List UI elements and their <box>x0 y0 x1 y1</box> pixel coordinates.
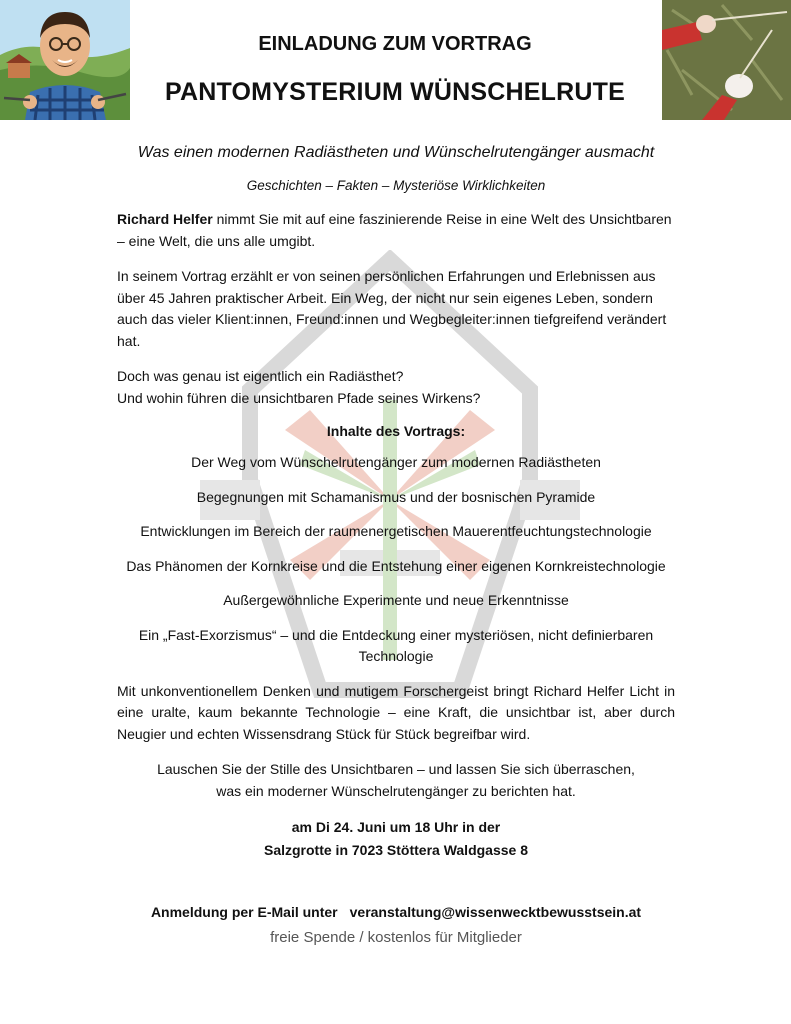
experience-paragraph: In seinem Vortrag erzählt er von seinen persönlichen Erfahrungen und Erlebnissen aus über 45 Jahren praktischer Arbeit. Ein Weg, der nicht nur sein eigenes Leben, sondern auch das vieler Klient:innen, Freund:innen und Wegbegleiter:innen tiefgreifend verändert hat. <box>117 268 667 349</box>
invitation-heading: EINLADUNG ZUM VORTRAG <box>258 33 532 55</box>
question-line: Doch was genau ist eigentlich ein Radiästhet? <box>117 368 404 384</box>
speaker-portrait-illustration <box>0 0 130 120</box>
topic-item: Ein „Fast-Exorzismus“ – und die Entdeckung einer mysteriösen, nicht definierbaren Technologie <box>138 626 654 664</box>
topic-item: Entwicklungen im Bereich der raumenergetischen Mauerentfeuchtungstechnologie <box>140 523 652 539</box>
signup-email[interactable]: veranstaltung@wissenwecktbewusstsein.at <box>349 904 642 920</box>
topic-item: Begegnungen mit Schamanismus und der bosnischen Pyramide <box>196 488 596 505</box>
contents-heading: Inhalte des Vortrags: <box>326 423 466 439</box>
flyer-content <box>117 144 675 862</box>
signup-line <box>117 904 675 920</box>
thinking-paragraph: Mit unkonventionellem Denken und mutigem Forschergeist bringt Richard Helfer Licht in eine uralte, kaum bekannte Technologie – eine Kraft, die unsichtbar ist, aber durch Neugier und echten Wissensdrang Stück für Stück begreifbar wird. <box>117 682 675 742</box>
subtitle: Was einen modernen Radiästheten und Wünschelrutengänger ausmacht <box>137 144 655 161</box>
tagline: Geschichten – Fakten – Mysteriöse Wirklichkeiten <box>246 178 546 193</box>
topic-item: Außergewöhnliche Experimente und neue Erkenntnisse <box>223 592 569 608</box>
lecture-title: PANTOMYSTERIUM WÜNSCHELRUTE <box>164 78 626 106</box>
event-details <box>117 816 675 862</box>
donation-note: freie Spende / kostenlos für Mitglieder <box>270 929 522 946</box>
closing-paragraph <box>117 759 675 802</box>
dowsing-hands-photo <box>662 0 791 120</box>
event-location: Salzgrotte in 7023 Stöttera Waldgasse 8 <box>263 842 528 858</box>
intro-paragraph <box>117 209 675 252</box>
event-date: am Di 24. Juni um 18 Uhr in der <box>291 819 501 835</box>
intro-text: nimmt Sie mit auf eine faszinierende Reise in eine Welt des Unsichtbaren – eine Welt, die uns alle umgibt. <box>117 211 672 249</box>
speaker-name: Richard Helfer <box>117 211 213 227</box>
closing-line: was ein moderner Wünschelrutengänger zu berichten hat. <box>216 782 576 799</box>
topic-item: Das Phänomen der Kornkreise und die Entstehung einer eigenen Kornkreistechnologie <box>126 557 666 574</box>
signup-label: Anmeldung per E-Mail unter <box>150 904 338 920</box>
topic-item: Der Weg vom Wünschelrutengänger zum modernen Radiästheten <box>191 454 601 470</box>
closing-line: Lauschen Sie der Stille des Unsichtbaren – und lassen Sie sich überraschen, <box>157 761 635 777</box>
question-line: Und wohin führen die unsichtbaren Pfade seines Wirkens? <box>117 389 481 406</box>
questions-paragraph <box>117 366 675 409</box>
